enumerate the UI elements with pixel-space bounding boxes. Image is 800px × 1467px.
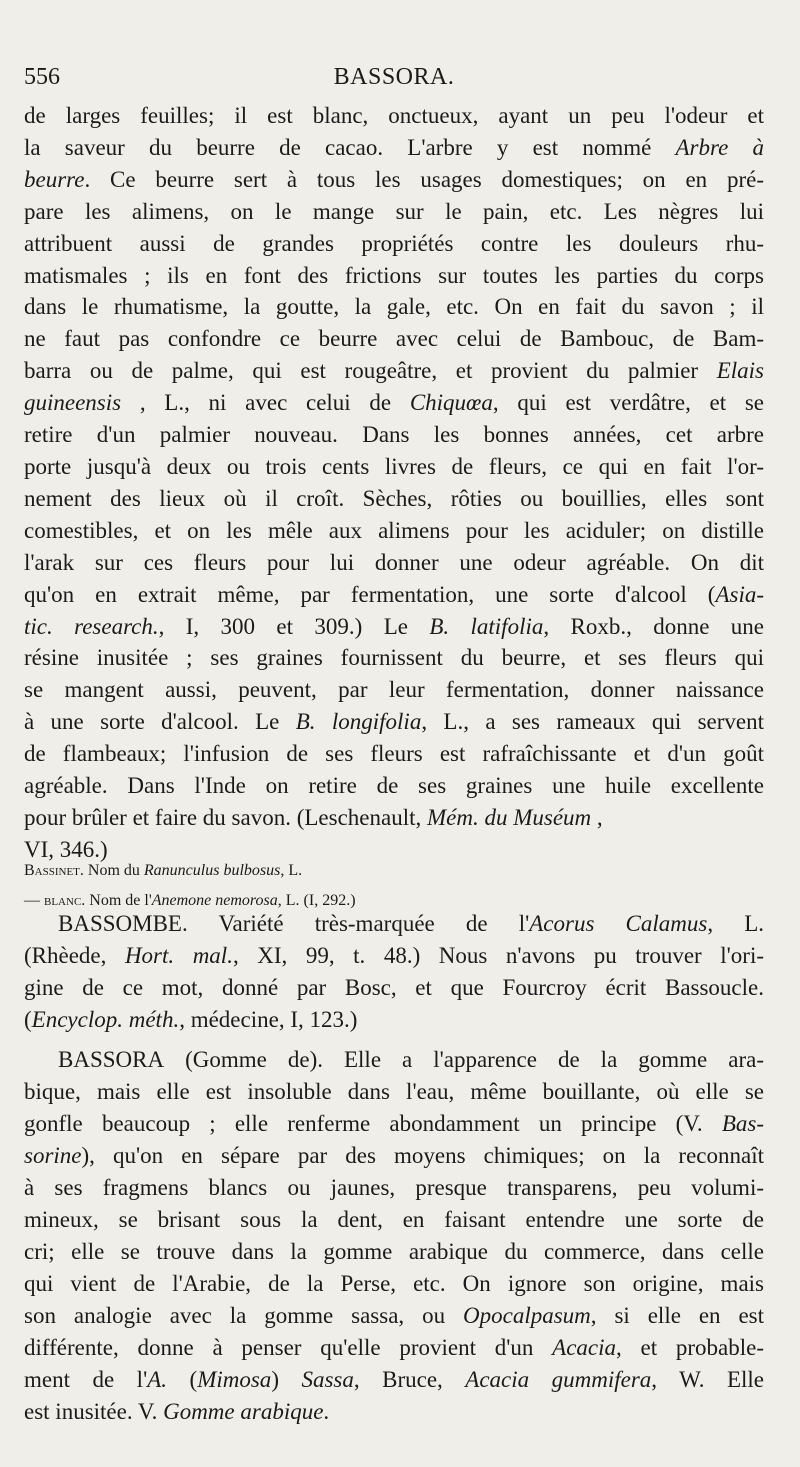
text-segment: Bassinet [24, 862, 80, 879]
text-segment: Hort. mal. [124, 943, 233, 968]
entry-bassora [24, 1044, 764, 1428]
text-segment: , et probable- [616, 1335, 764, 1360]
text-line [24, 387, 764, 419]
text-segment: B. latifolia [429, 613, 544, 639]
text-segment: Mém. du Muséum [426, 804, 592, 830]
text-segment: , Roxb., donne une [543, 613, 764, 639]
text-segment: Arbre à [675, 134, 764, 160]
text-segment: ne faut pas confondre ce beurre avec celui de Bambouc, de Bam- [24, 326, 764, 352]
text-line [24, 802, 764, 834]
page-number: 556 [24, 64, 60, 90]
text-segment: Elais [716, 358, 764, 384]
text-segment: comestibles, et on les mêle aux alimens pour les aciduler; on distille [24, 517, 764, 543]
text-segment: Acacia gummifera [465, 1367, 652, 1392]
text-segment: , I, 300 et 309.) Le [158, 613, 430, 639]
text-line [24, 1076, 764, 1108]
text-segment: de larges feuilles; il est blanc, onctueux, ayant un peu l'odeur et [24, 103, 764, 128]
text-line [24, 228, 764, 260]
text-line [24, 1140, 764, 1172]
text-segment: nement des lieux où il croît. Sèches, rôties ou bouillies, elles sont [24, 485, 764, 511]
text-segment: ( [167, 1367, 198, 1392]
text-segment: . Nom du [79, 862, 144, 879]
text-line [24, 355, 764, 387]
text-segment: , médecine, I, 123.) [179, 1007, 358, 1032]
text-segment: , L. [707, 911, 764, 936]
text-line [24, 1332, 764, 1364]
text-line [24, 1396, 764, 1428]
text-line [24, 515, 764, 547]
text-segment: , Bruce, [353, 1367, 466, 1392]
text-line [24, 1044, 764, 1076]
text-segment: l'arak sur ces fleurs pour lui donner une odeur agréable. On dit [24, 549, 764, 575]
text-segment: . Ce beurre sert à tous les usages domestiques; on en pré- [84, 166, 764, 192]
text-segment: dans le rhumatisme, la goutte, la gale, etc. On en fait du savon ; il [24, 294, 764, 320]
text-segment: la saveur du beurre de cacao. L'arbre y est nommé [24, 134, 676, 160]
text-segment: . [323, 1399, 330, 1424]
paragraph-beurre [24, 100, 764, 866]
text-line [24, 1172, 764, 1204]
text-segment: tic. research. [24, 613, 159, 639]
text-segment: BASSORA [58, 1047, 165, 1072]
text-line [24, 323, 764, 355]
text-segment: Opocalpasum [463, 1303, 591, 1328]
text-segment: de flambeaux; l'infusion de ses fleurs est rafraîchissante et d'un goût [24, 741, 764, 767]
text-segment: gine de ce mot, donné par Bosc, et que Fourcroy écrit Bassoucle. [24, 975, 764, 1000]
text-segment: ), qu'on en sépare par des moyens chimiques; on la reconnaît [81, 1143, 764, 1168]
text-line [24, 132, 764, 164]
text-segment: (Gomme de). Elle a l'apparence de la gomme ara- [164, 1047, 764, 1072]
text-segment: à ses fragmens blancs ou jaunes, presque transparens, peu volumi- [24, 1175, 764, 1200]
text-segment: A. [147, 1367, 168, 1392]
text-segment: ment de l' [24, 1367, 148, 1392]
text-segment: VI, 346.) [24, 836, 108, 862]
text-line [24, 100, 764, 132]
text-segment: , qui est verdâtre, et se [492, 390, 764, 416]
text-segment: pour brûler et faire du savon. (Leschenault, [24, 804, 427, 830]
text-segment: gonfle beaucoup ; elle renferme abondamment un principe (V. [24, 1111, 722, 1136]
text-segment: matismales ; ils en font des frictions sur toutes les parties du corps [24, 262, 764, 288]
text-segment: , L., ni avec celui de [121, 390, 410, 416]
text-segment: BASSOMBE [58, 911, 182, 936]
text-segment: pare les alimens, on le mange sur le pain, etc. Les nègres lui [24, 198, 764, 224]
text-segment: , L. [280, 862, 303, 879]
text-segment: — [24, 892, 44, 909]
text-line [24, 260, 764, 292]
text-line [24, 1236, 764, 1268]
text-line [24, 940, 764, 972]
text-segment: ( [24, 1007, 32, 1032]
text-segment: , [591, 804, 603, 830]
text-segment: Anemone nemorosa [151, 892, 278, 909]
text-segment: , si elle en est [590, 1303, 765, 1328]
text-segment: à une sorte d'alcool. Le [24, 709, 296, 735]
running-title: BASSORA. [333, 64, 455, 90]
text-line [24, 164, 764, 196]
text-line [24, 1108, 764, 1140]
text-segment: barra ou de palme, qui est rougeâtre, et provient du palmier [24, 358, 717, 384]
text-segment: bique, mais elle est insoluble dans l'eau, même bouillante, où elle se [24, 1079, 764, 1104]
text-line [24, 1004, 764, 1036]
text-line [24, 1300, 764, 1332]
text-segment: résine inusitée ; ses graines fournissent du beurre, et ses fleurs qui [24, 645, 764, 671]
entry-bassombe [24, 908, 764, 1036]
text-segment: Mimosa [197, 1367, 272, 1392]
small-entries [24, 856, 764, 916]
text-segment: . Variété très-marquée de l' [181, 911, 530, 936]
text-segment: attribuent aussi de grandes propriétés contre les douleurs rhu- [24, 230, 764, 256]
text-line [24, 291, 764, 323]
text-segment: , W. Elle [651, 1367, 764, 1392]
text-segment: se mangent aussi, peuvent, par leur fermentation, donner naissance [24, 677, 764, 703]
text-segment: Sassa [301, 1367, 354, 1392]
text-segment: Ranunculus bulbosus [143, 862, 281, 879]
text-line [24, 1364, 764, 1396]
text-segment: mineux, se brisant sous la dent, en faisant entendre une sorte de [24, 1207, 764, 1232]
text-line [24, 972, 764, 1004]
text-segment: porte jusqu'à deux ou trois cents livres de fleurs, ce qui en fait l'or- [24, 453, 764, 479]
text-line [24, 547, 764, 579]
text-segment: cri; elle se trouve dans la gomme arabique du commerce, dans celle [24, 1239, 764, 1264]
dictionary-entries [24, 908, 764, 1428]
text-line [24, 1268, 764, 1300]
text-segment: Acorus Calamus [529, 911, 708, 936]
text-line [24, 451, 764, 483]
text-line [24, 642, 764, 674]
text-line [24, 1204, 764, 1236]
text-line [24, 611, 764, 643]
text-segment: est inusitée. V. [24, 1399, 164, 1424]
text-segment: Bas- [721, 1111, 764, 1136]
text-segment: guineensis [24, 390, 122, 416]
page-header [24, 64, 764, 98]
text-segment: (Rhèede, [24, 943, 125, 968]
text-segment: Asia- [715, 581, 764, 607]
text-line [24, 674, 764, 706]
text-segment: sorine [24, 1143, 82, 1168]
text-line [24, 738, 764, 770]
text-line [24, 706, 764, 738]
text-segment: beurre [24, 166, 85, 192]
text-segment: Gomme arabique [163, 1399, 324, 1424]
text-segment: qui vient de l'Arabie, de la Perse, etc. On ignore son origine, mais [24, 1271, 764, 1296]
text-line [24, 419, 764, 451]
text-line [24, 908, 764, 940]
text-segment: , XI, 99, t. 48.) Nous n'avons pu trouver l'ori- [232, 943, 765, 968]
text-segment: , L., a ses rameaux qui servent [421, 709, 765, 735]
text-segment: Acacia [552, 1335, 616, 1360]
text-segment: différente, donne à penser qu'elle provient d'un [24, 1335, 553, 1360]
text-segment: retire d'un palmier nouveau. Dans les bonnes années, cet arbre [24, 422, 764, 448]
text-segment: , L. (I, 292.) [277, 892, 356, 909]
text-line [24, 579, 764, 611]
text-segment: Chiquœa [409, 390, 493, 416]
text-segment: B. longifolia [295, 709, 422, 735]
text-line [24, 856, 764, 886]
text-segment: blanc [44, 892, 82, 909]
text-line [24, 196, 764, 228]
text-segment: . Nom de l' [81, 892, 152, 909]
text-line [24, 770, 764, 802]
text-segment: agréable. Dans l'Inde on retire de ses graines une huile excellente [24, 773, 764, 799]
text-segment: qu'on en extrait même, par fermentation, une sorte d'alcool ( [24, 581, 716, 607]
text-segment: Encyclop. méth. [31, 1007, 180, 1032]
text-line [24, 483, 764, 515]
text-segment: son analogie avec la gomme sassa, ou [24, 1303, 464, 1328]
text-segment: ) [271, 1367, 302, 1392]
